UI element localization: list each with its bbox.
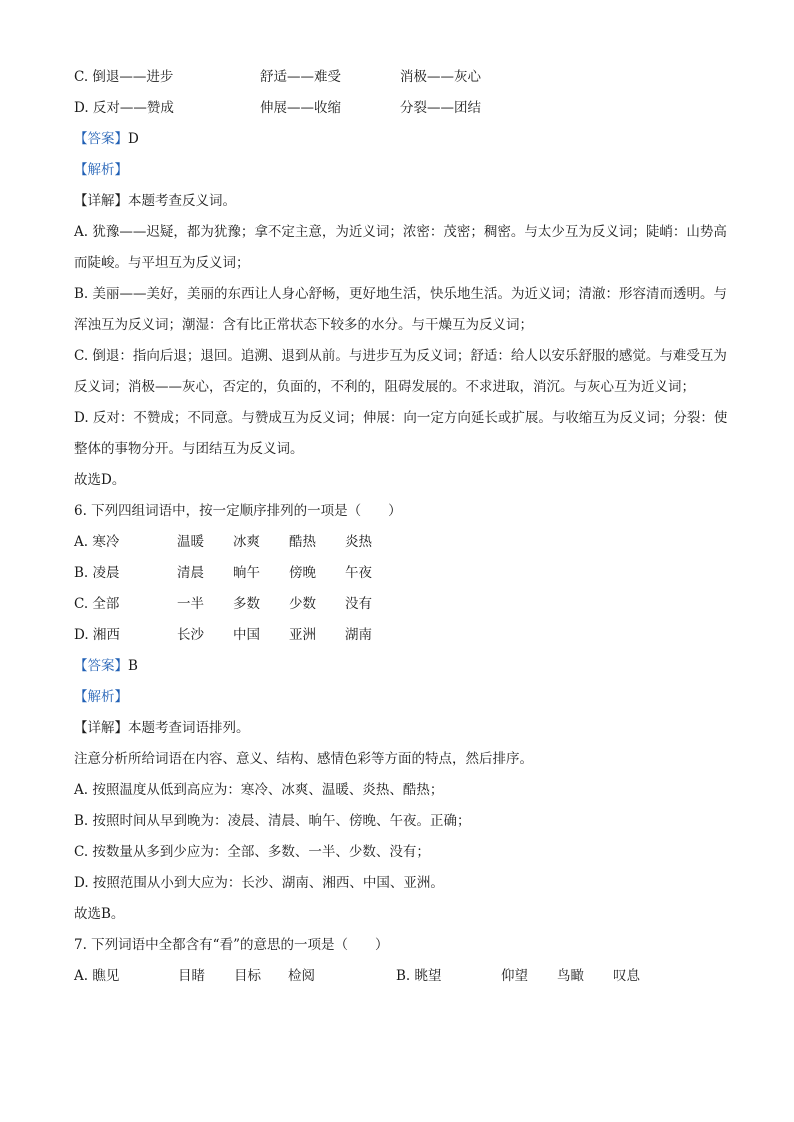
- option-text: A. 瞧见: [74, 968, 120, 984]
- answer-tag: 【答案】: [74, 131, 128, 147]
- q6-analysis-tag: 【解析】: [74, 689, 128, 705]
- q6-detail: 【详解】本题考查词语排列。: [74, 720, 250, 736]
- q5-explanation-c: C. 倒退：指向后退；退回。追溯、退到从前。与进步互为反义词；舒适：给人以安乐舒服的感觉。与难受互为反义词；消极——灰心，否定的，负面的，不利的，阻碍发展的。不求进取，消沉。与灰心互为近义词；: [74, 348, 727, 395]
- q6-answer: [74, 651, 734, 682]
- option-text: C. 全部: [74, 596, 120, 612]
- option-text: 目睹: [178, 968, 205, 984]
- option-text: 温暖: [177, 534, 204, 550]
- option-text: 伸展——收缩: [260, 100, 341, 116]
- q7-question: 7. 下列词语中全都含有“看”的意思的一项是（ ）: [74, 937, 389, 953]
- q6-option-a: [74, 527, 734, 558]
- option-text: 仰望: [501, 968, 528, 984]
- q6-note: 注意分析所给词语在内容、意义、结构、感情色彩等方面的特点，然后排序。: [74, 751, 533, 767]
- option-text: 长沙: [177, 627, 204, 643]
- option-text: C. 倒退——进步: [74, 69, 174, 85]
- option-text: 多数: [233, 596, 260, 612]
- option-text: B. 凌晨: [74, 565, 120, 581]
- option-text: 酷热: [289, 534, 316, 550]
- q6-explanation-c: C. 按数量从多到少应为：全部、多数、一半、少数、没有；: [74, 844, 430, 860]
- q5-analysis-tag: 【解析】: [74, 162, 128, 178]
- q5-explanation-b: B. 美丽——美好，美丽的东西让人身心舒畅，更好地生活，快乐地生活。为近义词；清澈：形容清而透明。与浑浊互为反义词；潮湿：含有比正常状态下较多的水分。与干燥互为反义词；: [74, 286, 728, 333]
- option-text: 晌午: [233, 565, 260, 581]
- option-text: 少数: [289, 596, 316, 612]
- q6-question: 6. 下列四组词语中，按一定顺序排列的一项是（ ）: [74, 503, 402, 519]
- document-page: [74, 62, 734, 992]
- option-text: 叹息: [613, 968, 640, 984]
- option-text: 冰爽: [233, 534, 260, 550]
- q5-option-c: [74, 62, 734, 93]
- option-text: 鸟瞰: [557, 968, 584, 984]
- option-text: 没有: [345, 596, 372, 612]
- option-text: 舒适——难受: [260, 69, 341, 85]
- q6-explanation-a: A. 按照温度从低到高应为：寒冷、冰爽、温暖、炎热、酷热；: [74, 782, 444, 798]
- option-text: 炎热: [345, 534, 372, 550]
- q7-options-row: [74, 961, 734, 992]
- option-text: 分裂——团结: [400, 100, 481, 116]
- option-text: 傍晚: [289, 565, 316, 581]
- option-text: 消极——灰心: [400, 69, 481, 85]
- option-text: D. 反对——赞成: [74, 100, 174, 116]
- answer-value: D: [128, 131, 139, 147]
- q5-option-d: [74, 93, 734, 124]
- option-text: 目标: [234, 968, 261, 984]
- option-text: 亚洲: [289, 627, 316, 643]
- option-text: 湖南: [345, 627, 372, 643]
- answer-value: B: [128, 658, 138, 674]
- q5-answer: [74, 124, 734, 155]
- option-text: 中国: [233, 627, 260, 643]
- option-text: 午夜: [345, 565, 372, 581]
- option-text: 清晨: [177, 565, 204, 581]
- q5-detail: 【详解】本题考查反义词。: [74, 193, 236, 209]
- option-text: A. 寒冷: [74, 534, 120, 550]
- answer-tag: 【答案】: [74, 658, 128, 674]
- q6-option-b: [74, 558, 734, 589]
- option-text: 检阅: [288, 968, 315, 984]
- option-text: D. 湘西: [74, 627, 120, 643]
- q6-explanation-b: B. 按照时间从早到晚为：凌晨、清晨、晌午、傍晚、午夜。正确；: [74, 813, 471, 829]
- q6-conclusion: 故选B。: [74, 906, 125, 922]
- q6-option-c: [74, 589, 734, 620]
- q5-explanation-a: A. 犹豫——迟疑，都为犹豫；拿不定主意，为近义词；浓密：茂密；稠密。与太少互为反义词；陡峭：山势高而陡峻。与平坦互为反义词；: [74, 224, 727, 271]
- option-text: 一半: [177, 596, 204, 612]
- q6-explanation-d: D. 按照范围从小到大应为：长沙、湖南、湘西、中国、亚洲。: [74, 875, 444, 891]
- q5-explanation-d: D. 反对：不赞成；不同意。与赞成互为反义词；伸展：向一定方向延长或扩展。与收缩互为反义词；分裂：使整体的事物分开。与团结互为反义词。: [74, 410, 728, 457]
- q5-conclusion: 故选D。: [74, 472, 126, 488]
- q6-option-d: [74, 620, 734, 651]
- option-text: B. 眺望: [396, 968, 442, 984]
